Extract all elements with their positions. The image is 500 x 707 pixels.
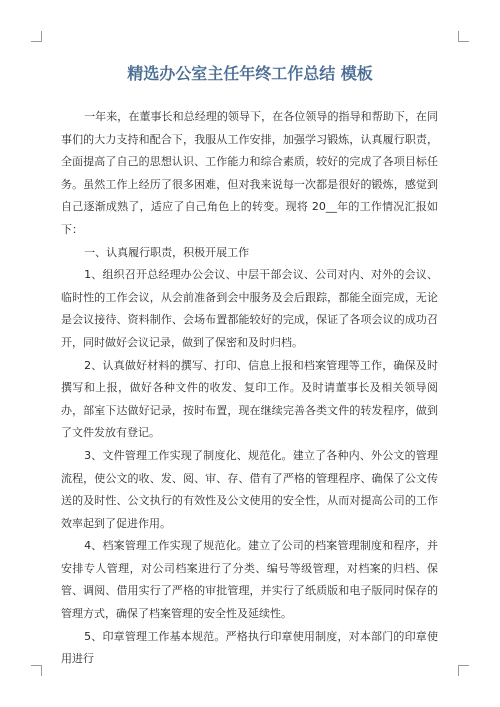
section-heading: 一、认真履行职责，积极开展工作 — [84, 245, 250, 259]
crop-mark-top-left — [31, 31, 42, 42]
crop-mark-top-right — [458, 31, 469, 42]
document-title: 精选办公室主任年终工作总结 模板 — [127, 64, 373, 83]
item-paragraph-3: 3、文件管理工作实现了制度化、规范化。建立了各种内、外公文的管理流程，使公文的收、发、阅、审、存、借有了严格的管理程序、确保了公文传送的及时性、公文执行的有效性及公文使用的安全性，从而对提高公司的工作效率起到了促进作用。 — [61, 448, 438, 530]
crop-mark-bottom-left — [31, 665, 42, 676]
item-paragraph-1: 1、组织召开总经理办公会议、中层干部会议、公司对内、对外的会议、临时性的工作会议，从会前准备到会中服务及会后跟踪，都能全面完成，无论是会议接待、资料制作、会场布置都能较好的完成，保证了各项会议的成功召开，同时做好会议记录，做到了保密和及时归档。 — [61, 268, 438, 349]
crop-mark-bottom-right — [458, 665, 469, 676]
item-paragraph-5: 5、印章管理工作基本规范。严格执行印章使用制度，对本部门的印章使用进行 — [61, 629, 438, 666]
document-body — [61, 106, 438, 671]
item-paragraph-2: 2、认真做好材料的撰写、打印、信息上报和档案管理等工作，确保及时撰写和上报，做好各种文件的收发、复印工作。及时请董事长及相关领导阅办，部室下达做好记录，按时布置，现在继续完善各类文件的转发程序，做到了文件发放有登记。 — [61, 358, 438, 440]
item-paragraph-4: 4、档案管理工作实现了规范化。建立了公司的档案管理制度和程序，并安排专人管理，对公司档案进行了分类、编号等级管理，对档案的归档、保管、调阅、借用实行了严格的审批管理，并实行了纸质版和电子版同时保存的管理方式，确保了档案管理的安全性及延续性。 — [61, 539, 438, 621]
intro-paragraph: 一年来，在董事长和总经理的领导下，在各位领导的指导和帮助下，在同事们的大力支持和配合下，我服从工作安排，加强学习锻炼，认真履行职责，全面提高了自己的思想认识、工作能力和综合素质，较好的完成了各项目标任务。虽然工作上经历了很多困难，但对我来说每一次都是很好的锻炼，感觉到自己逐渐成熟了，适应了自己角色上的转变。现将 20__年的工作情况汇报如下： — [61, 110, 438, 236]
